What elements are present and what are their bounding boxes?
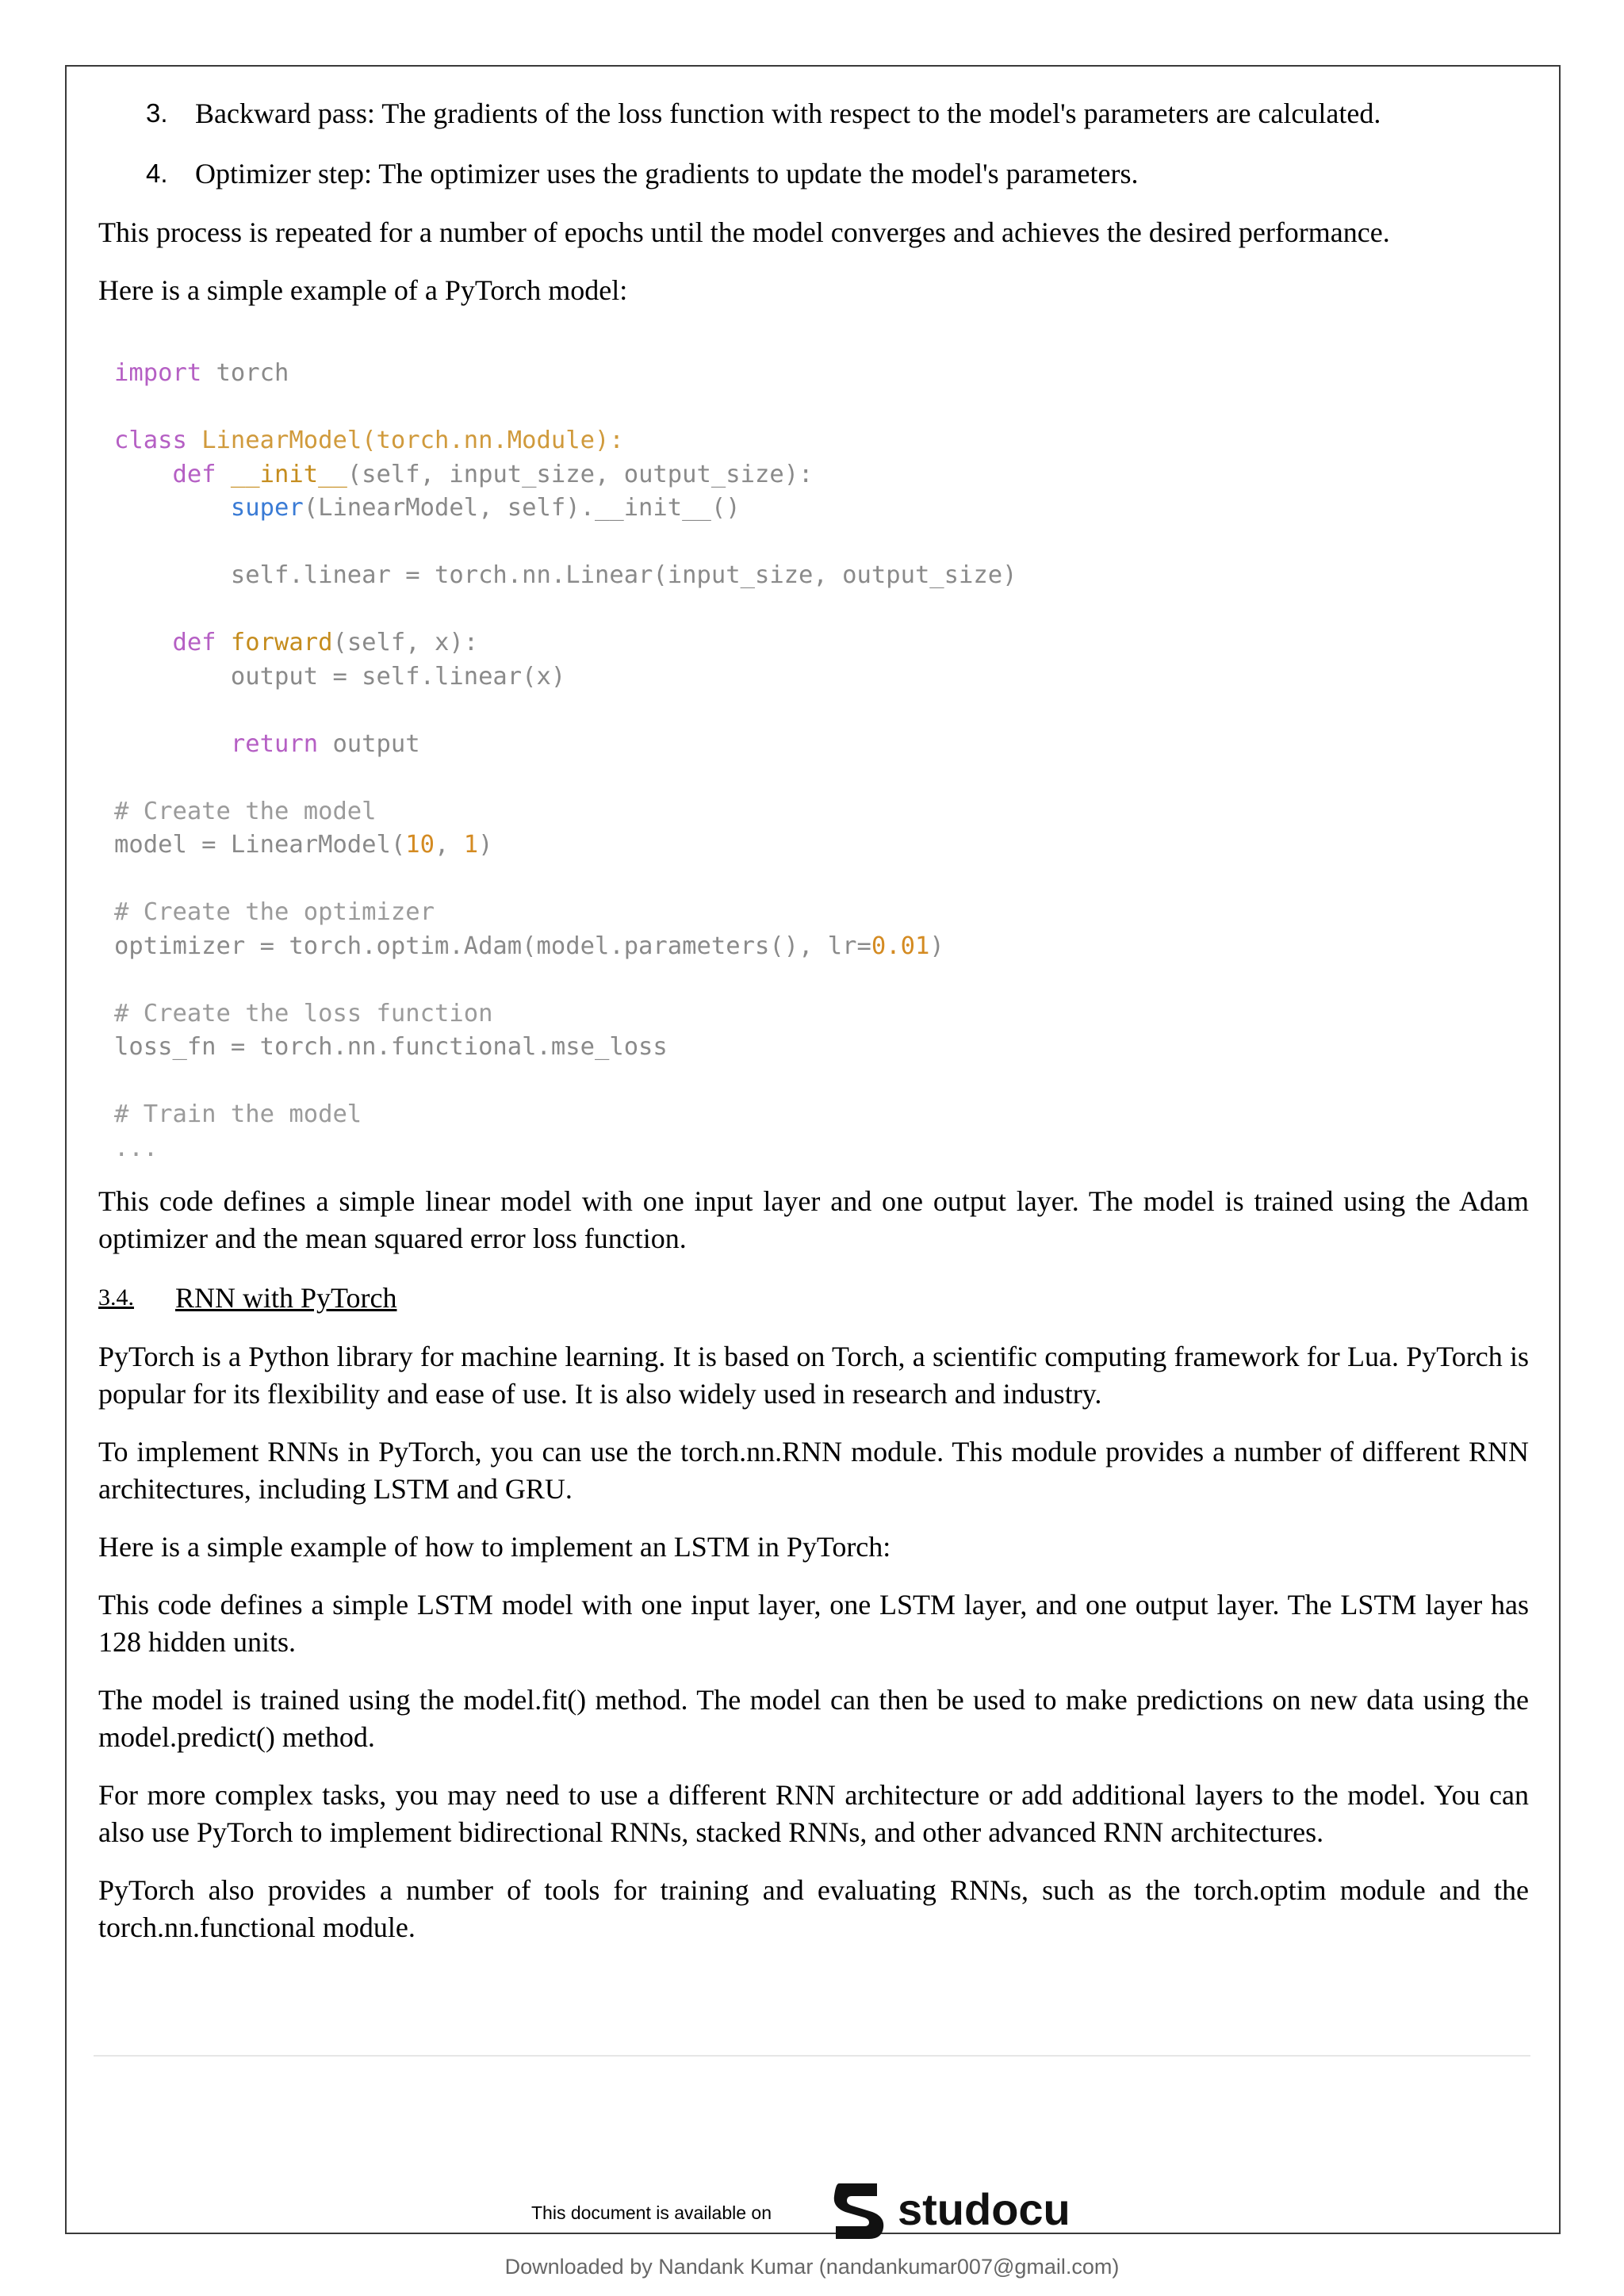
code-block	[114, 357, 1529, 1165]
code-line-12: return output	[114, 729, 420, 758]
code-line-15: model = LinearModel(10, 1)	[114, 831, 493, 859]
section-title: RNN with PyTorch	[175, 1282, 397, 1314]
section-heading	[98, 1278, 1529, 1318]
code-line-5: super(LinearModel, self).__init__()	[114, 494, 741, 522]
list-item-step-4	[98, 154, 1529, 193]
code-line-18: optimizer = torch.optim.Adam(model.parameters(), lr=0.01)	[114, 932, 944, 960]
code-ellipsis: ...	[114, 1134, 159, 1162]
code-line-9: def forward(self, x):	[114, 629, 479, 656]
document-content	[98, 94, 1529, 1967]
downloaded-by-text: Downloaded by Nandank Kumar (nandankumar007@gmail.com)	[504, 2255, 1120, 2279]
code-comment: # Create the optimizer	[114, 898, 435, 926]
list-item-step-3	[98, 94, 1529, 133]
paragraph: Here is a simple example of a PyTorch model:	[98, 274, 628, 306]
list-number: 4.	[146, 159, 168, 188]
footer-divider	[94, 2055, 1530, 2057]
code-line-3: class LinearModel(torch.nn.Module):	[114, 427, 624, 454]
paragraph: This process is repeated for a number of epochs until the model converges and achieves the desired performance.	[98, 216, 1390, 248]
paragraph: PyTorch also provides a number of tools for training and evaluating RNNs, such as the torch.optim module and the torch.nn.functional module.	[98, 1874, 1529, 1943]
code-line-4: def __init__(self, input_size, output_size):	[114, 460, 814, 488]
studocu-s-icon	[834, 2183, 883, 2239]
code-comment: # Create the model	[114, 797, 377, 825]
paragraph: This code defines a simple linear model with one input layer and one output layer. The model is trained using the Adam optimizer and the mean squared error loss function.	[98, 1185, 1529, 1254]
studocu-wordmark: studocu	[898, 2184, 1071, 2234]
code-line-1: import torch	[114, 359, 289, 387]
list-number: 3.	[146, 98, 168, 128]
code-comment: # Train the model	[114, 1100, 362, 1128]
studocu-logo[interactable]	[828, 2179, 1097, 2241]
section-number: 3.4.	[98, 1284, 134, 1311]
code-line-7: self.linear = torch.nn.Linear(input_size, output_size)	[114, 561, 1017, 589]
code-line-10: output = self.linear(x)	[114, 662, 566, 691]
code-line-21: loss_fn = torch.nn.functional.mse_loss	[114, 1033, 668, 1061]
paragraph: The model is trained using the model.fit() method. The model can then be used to make predictions on new data using the model.predict() method.	[98, 1684, 1529, 1753]
paragraph: To implement RNNs in PyTorch, you can use the torch.nn.RNN module. This module provides a number of different RNN architectures, including LSTM and GRU.	[98, 1436, 1529, 1505]
paragraph: This code defines a simple LSTM model with one input layer, one LSTM layer, and one output layer. The LSTM layer has 128 hidden units.	[98, 1589, 1529, 1658]
list-text: Backward pass: The gradients of the loss function with respect to the model's parameters are calculated.	[195, 98, 1381, 129]
list-text: Optimizer step: The optimizer uses the gradients to update the model's parameters.	[195, 158, 1139, 189]
paragraph: PyTorch is a Python library for machine learning. It is based on Torch, a scientific computing framework for Lua. PyTorch is popular for its flexibility and ease of use. It is also widely used in research and industry.	[98, 1341, 1529, 1410]
paragraph: Here is a simple example of how to implement an LSTM in PyTorch:	[98, 1531, 891, 1563]
availability-text: This document is available on	[531, 2202, 772, 2223]
code-comment: # Create the loss function	[114, 999, 493, 1027]
paragraph: For more complex tasks, you may need to use a different RNN architecture or add additional layers to the model. You can also use PyTorch to implement bidirectional RNNs, stacked RNNs, and other advanced RNN architectures.	[98, 1779, 1529, 1848]
